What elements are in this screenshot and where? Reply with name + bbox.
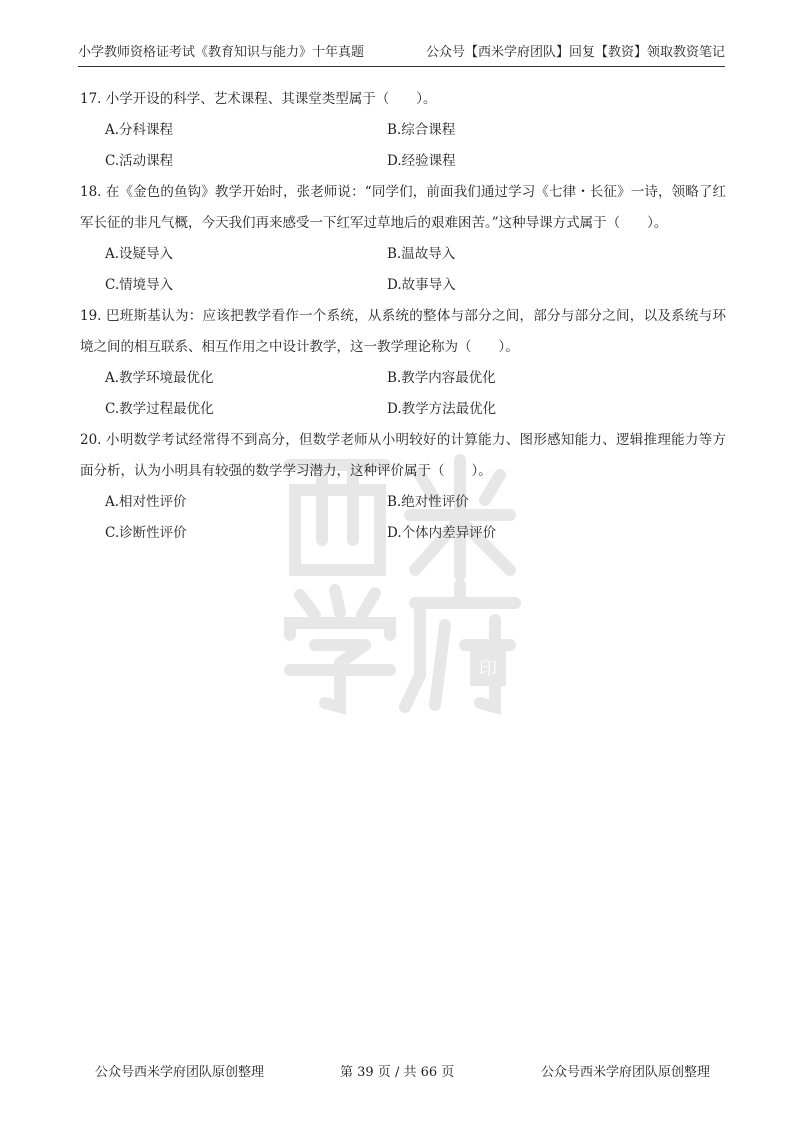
option-d: D.个体内差异评价 [387, 525, 497, 541]
question-stem: 19. 巴班斯基认为：应该把教学看作一个系统，从系统的整体与部分之间，部分与部分之间，以及系统与环境之间的相互联系、相互作用之中设计教学，这一教学理论称为（ ）。 [80, 308, 726, 355]
question-stem: 20. 小明数学考试经常得不到高分，但数学老师从小明较好的计算能力、图形感知能力、逻辑推理能力等方面分析，认为小明具有较强的数学学习潜力，这种评价属于（ ）。 [80, 432, 726, 479]
option-c: C.诊断性评价 [105, 525, 187, 541]
option-a: A.分科课程 [105, 122, 174, 138]
header-promo: 公众号【西米学府团队】回复【教资】领取教资笔记 [425, 45, 725, 60]
question-20 [80, 425, 726, 549]
option-grid [105, 239, 726, 301]
question-stem: 18. 在《金色的鱼钩》教学开始时，张老师说：“同学们，前面我们通过学习《七律・长征》一诗，领略了红军长征的非凡气概，今天我们再来感受一下红军过草地后的艰难困苦。”这种导课方式属于（ ）。 [80, 184, 726, 231]
footer-credit-right: 公众号西米学府团队原创整理 [540, 1065, 710, 1080]
option-d: D.经验课程 [387, 153, 456, 169]
option-c: C.活动课程 [105, 153, 174, 169]
option-d: D.故事导入 [387, 277, 456, 293]
footer-credit-left: 公众号西米学府团队原创整理 [95, 1065, 265, 1080]
question-stem: 17. 小学开设的科学、艺术课程、其课堂类型属于（ ）。 [80, 91, 437, 107]
option-a: A.相对性评价 [105, 494, 187, 510]
option-b: B.绝对性评价 [387, 494, 469, 510]
option-grid [105, 115, 726, 177]
option-grid [105, 363, 726, 425]
question-17 [80, 84, 726, 177]
question-list [80, 84, 726, 549]
option-b: B.教学内容最优化 [387, 370, 496, 386]
option-a: A.教学环境最优化 [105, 370, 214, 386]
page-number: 第 39 页 / 共 66 页 [340, 1065, 455, 1080]
question-19 [80, 301, 726, 425]
option-c: C.情境导入 [105, 277, 174, 293]
option-b: B.综合课程 [387, 122, 456, 138]
svg-text:印: 印 [479, 659, 497, 680]
option-grid [105, 487, 726, 549]
option-d: D.教学方法最优化 [387, 401, 497, 417]
header-title: 小学教师资格证考试《教育知识与能力》十年真题 [78, 45, 365, 60]
option-c: C.教学过程最优化 [105, 401, 214, 417]
option-a: A.设疑导入 [105, 246, 174, 262]
question-18 [80, 177, 726, 301]
page-header [78, 44, 725, 67]
option-b: B.温故导入 [387, 246, 456, 262]
